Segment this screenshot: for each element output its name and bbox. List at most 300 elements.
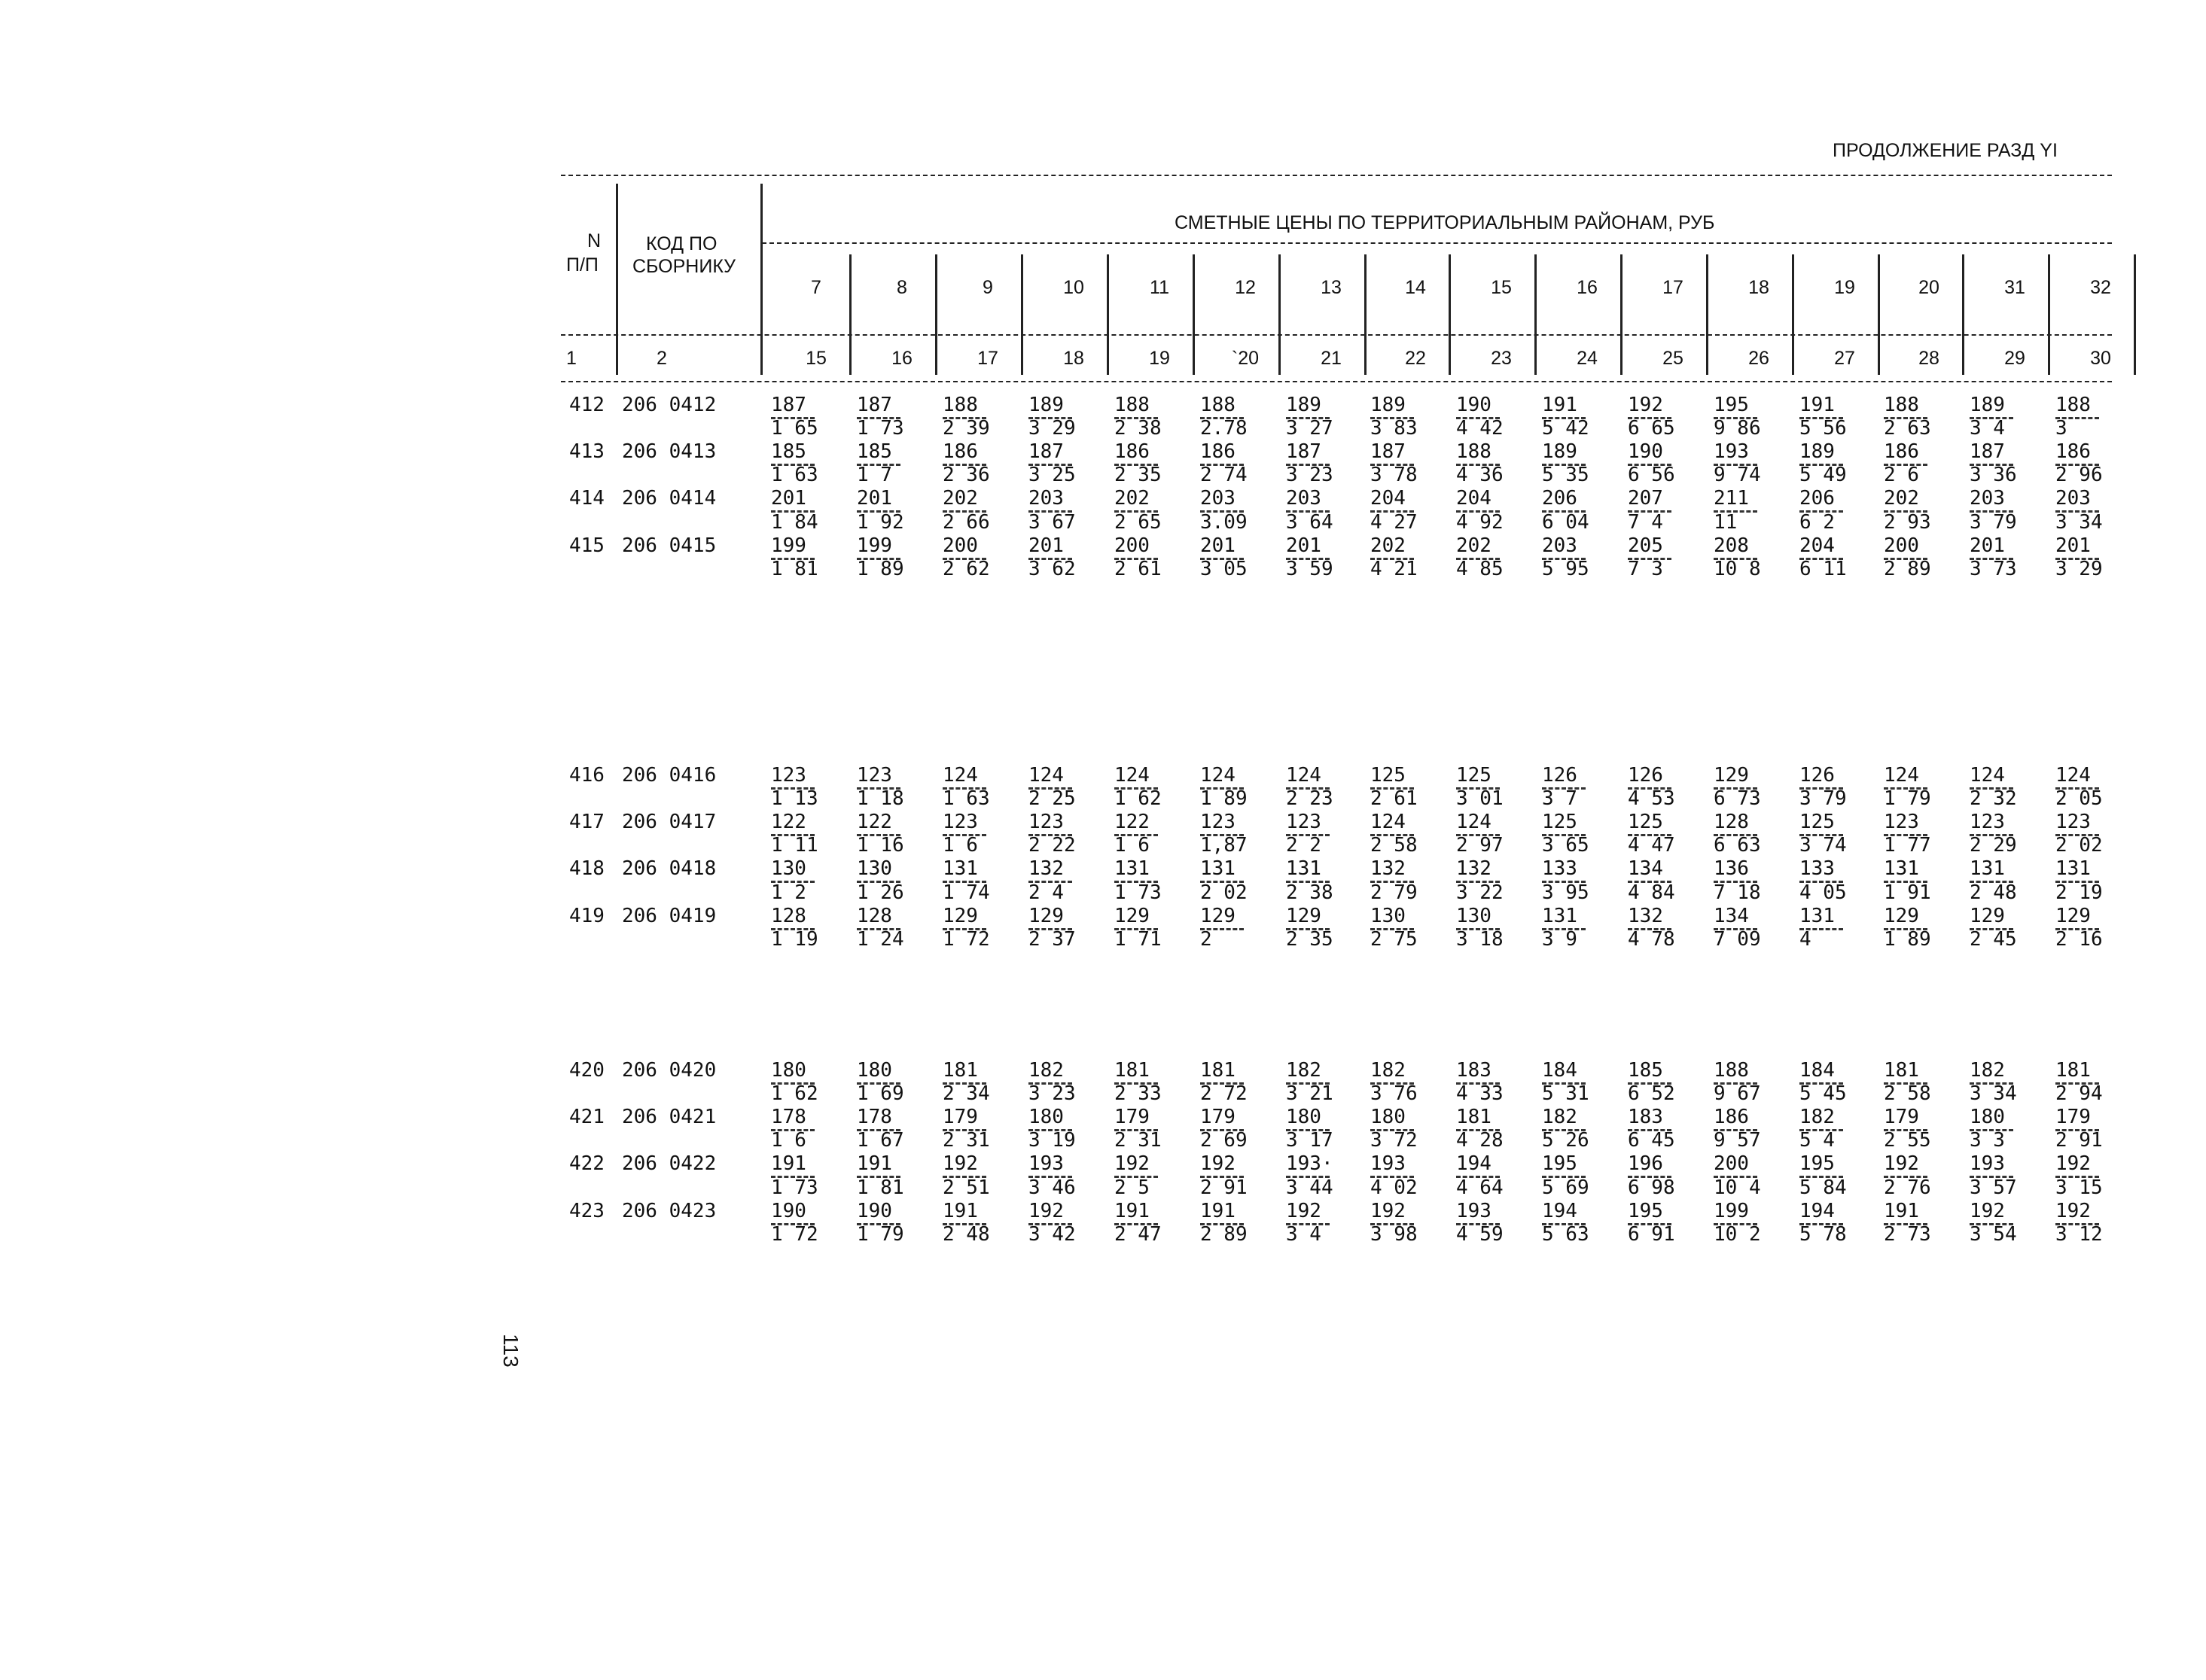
- header-divider-code: [760, 184, 763, 375]
- price-cell: 186: [943, 440, 978, 464]
- price-cell: 3 27: [1286, 417, 1333, 440]
- price-cell: 130: [1456, 904, 1491, 927]
- price-cell: 178: [857, 1106, 892, 1129]
- price-cell: 202: [943, 487, 978, 510]
- price-cell: 201: [1970, 534, 2005, 557]
- price-cell: 9 86: [1714, 417, 1761, 440]
- price-cell: 11: [1714, 510, 1738, 534]
- price-cell: 3 67: [1028, 510, 1076, 534]
- price-cell: 207: [1628, 487, 1663, 510]
- price-cell: 2 5: [1114, 1176, 1150, 1199]
- colnum-21: 21: [1321, 348, 1342, 369]
- row-number: 419: [569, 904, 605, 927]
- price-cell: 3 59: [1286, 557, 1333, 580]
- district-11: 11: [1150, 277, 1169, 298]
- district-divider: [1962, 254, 1964, 375]
- colnum-29: 29: [2004, 348, 2025, 369]
- price-cell: 190: [1628, 440, 1663, 464]
- colnum-19: 19: [1149, 348, 1170, 369]
- price-cell: 189: [1028, 394, 1064, 416]
- price-cell: 2 97: [1456, 834, 1504, 857]
- price-cell: 10 4: [1714, 1176, 1761, 1199]
- price-cell: 194: [1456, 1152, 1491, 1176]
- price-cell: 186: [1114, 440, 1150, 464]
- price-cell: 191: [1114, 1199, 1150, 1222]
- row-number: 414: [569, 487, 605, 510]
- price-cell: 186: [1200, 440, 1236, 464]
- price-cell: 192: [1114, 1152, 1150, 1176]
- price-cell: 3 05: [1200, 557, 1248, 580]
- price-cell: 3 57: [1970, 1176, 2017, 1199]
- price-cell: 3 73: [1970, 557, 2017, 580]
- price-cell: 122: [771, 811, 806, 834]
- district-20: 20: [1918, 277, 1939, 298]
- price-cell: 3: [2055, 417, 2067, 440]
- price-cell: 1 71: [1114, 927, 1162, 951]
- row-number: 420: [569, 1059, 605, 1082]
- price-cell: 4 27: [1370, 510, 1418, 534]
- price-cell: 131: [1970, 857, 2005, 881]
- price-cell: 123: [943, 811, 978, 834]
- price-cell: 201: [857, 487, 892, 510]
- price-cell: 2 93: [1884, 510, 1931, 534]
- price-cell: 3 36: [1970, 464, 2017, 487]
- price-cell: 2 33: [1114, 1082, 1162, 1106]
- price-cell: 3 83: [1370, 417, 1418, 440]
- price-cell: 192: [2055, 1199, 2091, 1222]
- colnum-23: 23: [1491, 348, 1512, 369]
- row-code: 206 0419: [622, 904, 717, 927]
- price-cell: 1 2: [771, 881, 806, 904]
- price-cell: 2 62: [943, 557, 990, 580]
- district-divider: [1534, 254, 1537, 375]
- price-cell: 2 02: [1200, 881, 1248, 904]
- price-cell: 2 94: [2055, 1082, 2103, 1106]
- price-cell: 193: [1370, 1152, 1406, 1176]
- price-cell: 191: [857, 1152, 892, 1176]
- price-cell: 2 48: [943, 1222, 990, 1246]
- price-cell: 2 25: [1028, 787, 1076, 811]
- price-cell: 126: [1799, 764, 1835, 787]
- price-cell: 179: [2055, 1106, 2091, 1129]
- prices-subrule: [762, 242, 2112, 244]
- price-cell: 190: [1456, 394, 1491, 416]
- price-cell: 3 78: [1370, 464, 1418, 487]
- price-cell: 129: [1114, 904, 1150, 927]
- price-cell: 179: [943, 1106, 978, 1129]
- price-cell: 4 84: [1628, 881, 1675, 904]
- price-cell: 188: [1714, 1059, 1749, 1082]
- price-cell: 3 4: [1286, 1222, 1321, 1246]
- price-cell: 3 44: [1286, 1176, 1333, 1199]
- price-cell: 124: [1028, 764, 1064, 787]
- price-cell: 183: [1456, 1059, 1491, 1082]
- price-cell: 189: [1799, 440, 1835, 464]
- price-cell: 203: [1286, 487, 1321, 510]
- price-cell: 10 2: [1714, 1222, 1761, 1246]
- price-cell: 201: [771, 487, 806, 510]
- price-cell: 2 65: [1114, 510, 1162, 534]
- price-cell: 4 85: [1456, 557, 1504, 580]
- price-cell: 2 05: [2055, 787, 2103, 811]
- price-cell: 190: [771, 1199, 806, 1222]
- district-divider: [2048, 254, 2050, 375]
- price-cell: 194: [1799, 1199, 1835, 1222]
- price-cell: 188: [1884, 394, 1919, 416]
- price-cell: 4 78: [1628, 927, 1675, 951]
- price-cell: 2 69: [1200, 1129, 1248, 1152]
- price-cell: 129: [943, 904, 978, 927]
- price-cell: 6 52: [1628, 1082, 1675, 1106]
- colnum-22: 22: [1405, 348, 1426, 369]
- row-code: 206 0417: [622, 811, 717, 834]
- price-cell: 184: [1542, 1059, 1577, 1082]
- price-cell: 184: [1799, 1059, 1835, 1082]
- district-7: 7: [811, 277, 821, 298]
- price-cell: 2 63: [1884, 417, 1931, 440]
- colnum-24: 24: [1577, 348, 1598, 369]
- district-10: 10: [1063, 277, 1084, 298]
- price-cell: 182: [1028, 1059, 1064, 1082]
- price-cell: 179: [1114, 1106, 1150, 1129]
- district-16: 16: [1577, 277, 1598, 298]
- price-cell: 4 64: [1456, 1176, 1504, 1199]
- price-cell: 195: [1799, 1152, 1835, 1176]
- price-cell: 188: [943, 394, 978, 416]
- price-cell: 182: [1286, 1059, 1321, 1082]
- price-cell: 1 13: [771, 787, 818, 811]
- price-cell: 191: [943, 1199, 978, 1222]
- price-cell: 3 23: [1286, 464, 1333, 487]
- price-cell: 187: [1370, 440, 1406, 464]
- price-cell: 187: [1028, 440, 1064, 464]
- price-cell: 125: [1370, 764, 1406, 787]
- price-cell: 1 18: [857, 787, 904, 811]
- price-cell: 1 92: [857, 510, 904, 534]
- price-cell: 185: [857, 440, 892, 464]
- price-cell: 4 59: [1456, 1222, 1504, 1246]
- price-cell: 131: [1799, 904, 1835, 927]
- price-cell: 180: [1286, 1106, 1321, 1129]
- colnum-18: 18: [1063, 348, 1084, 369]
- row-code: 206 0423: [622, 1199, 717, 1222]
- price-cell: 5 56: [1799, 417, 1847, 440]
- price-cell: 1 19: [771, 927, 818, 951]
- row-number: 413: [569, 440, 605, 464]
- price-cell: 129: [1884, 904, 1919, 927]
- price-cell: 3 65: [1542, 834, 1589, 857]
- price-cell: 202: [1456, 534, 1491, 557]
- price-cell: 1 81: [771, 557, 818, 580]
- price-cell: 6 91: [1628, 1222, 1675, 1246]
- price-cell: 131: [1286, 857, 1321, 881]
- district-9: 9: [983, 277, 993, 298]
- price-cell: 192: [1028, 1199, 1064, 1222]
- price-cell: 189: [1286, 394, 1321, 416]
- price-cell: 191: [1799, 394, 1835, 416]
- price-cell: 3 34: [2055, 510, 2103, 534]
- price-cell: 133: [1542, 857, 1577, 881]
- price-cell: 189: [1542, 440, 1577, 464]
- header-divider-n: [616, 184, 618, 375]
- price-cell: 5 26: [1542, 1129, 1589, 1152]
- price-cell: 2 61: [1114, 557, 1162, 580]
- price-cell: 200: [1884, 534, 1919, 557]
- price-cell: 2 38: [1114, 417, 1162, 440]
- price-cell: 3 34: [1970, 1082, 2017, 1106]
- price-cell: 4 05: [1799, 881, 1847, 904]
- colnum-26: 26: [1748, 348, 1769, 369]
- price-cell: 191: [771, 1152, 806, 1176]
- price-cell: 196: [1628, 1152, 1663, 1176]
- district-divider: [1021, 254, 1023, 375]
- price-cell: 194: [1542, 1199, 1577, 1222]
- price-cell: 2 37: [1028, 927, 1076, 951]
- price-cell: 182: [1970, 1059, 2005, 1082]
- price-cell: 180: [1028, 1106, 1064, 1129]
- price-cell: 186: [1714, 1106, 1749, 1129]
- price-cell: 9 74: [1714, 464, 1761, 487]
- colnum-16: 16: [891, 348, 913, 369]
- district-divider: [1278, 254, 1281, 375]
- colnum-17: 17: [977, 348, 998, 369]
- row-number: 422: [569, 1152, 605, 1176]
- price-cell: 5 49: [1799, 464, 1847, 487]
- price-cell: 2 61: [1370, 787, 1418, 811]
- price-cell: 203: [1200, 487, 1236, 510]
- price-cell: 211: [1714, 487, 1749, 510]
- continuation-label: ПРОДОЛЖЕНИЕ РАЗД YI: [1833, 140, 2058, 161]
- price-cell: 193·: [1286, 1152, 1333, 1176]
- price-cell: 2 79: [1370, 881, 1418, 904]
- price-cell: 1 26: [857, 881, 904, 904]
- price-cell: 3 22: [1456, 881, 1504, 904]
- price-cell: 3 15: [2055, 1176, 2103, 1199]
- price-cell: 2 23: [1286, 787, 1333, 811]
- price-cell: 128: [771, 904, 806, 927]
- price-cell: 188: [1200, 394, 1236, 416]
- row-number: 416: [569, 764, 605, 787]
- price-cell: 131: [1114, 857, 1150, 881]
- price-cell: 3 64: [1286, 510, 1333, 534]
- price-cell: 2 55: [1884, 1129, 1931, 1152]
- price-cell: 3 62: [1028, 557, 1076, 580]
- price-cell: 180: [771, 1059, 806, 1082]
- price-cell: 201: [2055, 534, 2091, 557]
- price-cell: 132: [1456, 857, 1491, 881]
- price-cell: 2 29: [1970, 834, 2017, 857]
- price-cell: 123: [1286, 811, 1321, 834]
- price-cell: 4 53: [1628, 787, 1675, 811]
- price-cell: 1 89: [857, 557, 904, 580]
- price-cell: 122: [857, 811, 892, 834]
- price-cell: 179: [1884, 1106, 1919, 1129]
- price-cell: 5 45: [1799, 1082, 1847, 1106]
- price-cell: 131: [943, 857, 978, 881]
- price-cell: 132: [1028, 857, 1064, 881]
- price-cell: 4 33: [1456, 1082, 1504, 1106]
- price-cell: 129: [1028, 904, 1064, 927]
- district-8: 8: [897, 277, 907, 298]
- price-cell: 181: [1456, 1106, 1491, 1129]
- price-cell: 2 74: [1200, 464, 1248, 487]
- price-cell: 185: [1628, 1059, 1663, 1082]
- price-cell: 2 45: [1970, 927, 2017, 951]
- price-cell: 3 74: [1799, 834, 1847, 857]
- price-cell: 5 69: [1542, 1176, 1589, 1199]
- price-cell: 187: [857, 394, 892, 416]
- price-cell: 1 63: [943, 787, 990, 811]
- price-cell: 1 6: [771, 1129, 806, 1152]
- price-cell: 181: [2055, 1059, 2091, 1082]
- price-cell: 192: [1286, 1199, 1321, 1222]
- price-cell: 201: [1028, 534, 1064, 557]
- price-cell: 192: [1370, 1199, 1406, 1222]
- district-18: 18: [1748, 277, 1769, 298]
- price-cell: 1 89: [1200, 787, 1248, 811]
- colnum-1: 1: [566, 348, 577, 369]
- price-cell: 3 54: [1970, 1222, 2017, 1246]
- district-19: 19: [1834, 277, 1855, 298]
- district-divider: [1878, 254, 1880, 375]
- price-cell: 3 95: [1542, 881, 1589, 904]
- price-cell: 129: [2055, 904, 2091, 927]
- row-code: 206 0422: [622, 1152, 717, 1176]
- price-cell: 2 02: [2055, 834, 2103, 857]
- price-cell: 134: [1628, 857, 1663, 881]
- price-cell: 3 18: [1456, 927, 1504, 951]
- price-cell: 1 67: [857, 1129, 904, 1152]
- price-cell: 7 3: [1628, 557, 1663, 580]
- price-cell: 2 75: [1370, 927, 1418, 951]
- price-cell: 123: [2055, 811, 2091, 834]
- price-cell: 10 8: [1714, 557, 1761, 580]
- price-cell: 203: [2055, 487, 2091, 510]
- price-cell: 3 25: [1028, 464, 1076, 487]
- price-cell: 123: [1970, 811, 2005, 834]
- district-divider: [1449, 254, 1451, 375]
- row-code: 206 0420: [622, 1059, 717, 1082]
- table-top-rule: [561, 175, 2112, 176]
- price-cell: 123: [1884, 811, 1919, 834]
- price-cell: 199: [857, 534, 892, 557]
- price-cell: 206: [1542, 487, 1577, 510]
- price-cell: 3 9: [1542, 927, 1577, 951]
- price-cell: 3 42: [1028, 1222, 1076, 1246]
- price-cell: 193: [1456, 1199, 1491, 1222]
- price-cell: 202: [1370, 534, 1406, 557]
- price-cell: 191: [1542, 394, 1577, 416]
- price-cell: 125: [1542, 811, 1577, 834]
- price-cell: 1 62: [1114, 787, 1162, 811]
- prices-title: СМЕТНЫЕ ЦЕНЫ ПО ТЕРРИТОРИАЛЬНЫМ РАЙОНАМ, РУБ: [1175, 212, 1715, 233]
- price-cell: 124: [2055, 764, 2091, 787]
- price-cell: 193: [1714, 440, 1749, 464]
- price-cell: 2 48: [1970, 881, 2017, 904]
- colnum-25: 25: [1662, 348, 1683, 369]
- price-cell: 5 31: [1542, 1082, 1589, 1106]
- price-cell: 5 35: [1542, 464, 1589, 487]
- row-code: 206 0418: [622, 857, 717, 881]
- price-cell: 3 72: [1370, 1129, 1418, 1152]
- price-cell: 2 19: [2055, 881, 2103, 904]
- price-cell: 195: [1628, 1199, 1663, 1222]
- price-cell: 1 63: [771, 464, 818, 487]
- price-cell: 129: [1286, 904, 1321, 927]
- price-cell: 131: [1200, 857, 1236, 881]
- price-cell: 1 16: [857, 834, 904, 857]
- price-cell: 3 21: [1286, 1082, 1333, 1106]
- price-cell: 3 19: [1028, 1129, 1076, 1152]
- price-cell: 201: [1286, 534, 1321, 557]
- price-cell: 204: [1799, 534, 1835, 557]
- price-cell: 188: [2055, 394, 2091, 416]
- price-cell: 2 91: [1200, 1176, 1248, 1199]
- district-divider: [1706, 254, 1708, 375]
- price-cell: 188: [1114, 394, 1150, 416]
- district-15: 15: [1491, 277, 1512, 298]
- price-cell: 200: [1714, 1152, 1749, 1176]
- col-code-label-2: СБОРНИКУ: [632, 256, 736, 277]
- col-pp-label: П/П: [566, 254, 599, 275]
- price-cell: 2 58: [1884, 1082, 1931, 1106]
- price-cell: 1 7: [857, 464, 892, 487]
- header-bottom-rule: [561, 381, 2112, 382]
- price-cell: 191: [1884, 1199, 1919, 1222]
- price-cell: 178: [771, 1106, 806, 1129]
- price-cell: 1 69: [857, 1082, 904, 1106]
- price-cell: 1 89: [1884, 927, 1931, 951]
- price-cell: 180: [1370, 1106, 1406, 1129]
- district-14: 14: [1405, 277, 1426, 298]
- price-cell: 123: [857, 764, 892, 787]
- price-cell: 5 95: [1542, 557, 1589, 580]
- price-cell: 1 91: [1884, 881, 1931, 904]
- price-cell: 128: [857, 904, 892, 927]
- row-code: 206 0416: [622, 764, 717, 787]
- price-cell: 124: [1884, 764, 1919, 787]
- price-cell: 185: [771, 440, 806, 464]
- price-cell: 2 2: [1286, 834, 1321, 857]
- price-cell: 4 42: [1456, 417, 1504, 440]
- price-cell: 182: [1370, 1059, 1406, 1082]
- price-cell: 4 36: [1456, 464, 1504, 487]
- price-cell: 6 98: [1628, 1176, 1675, 1199]
- price-cell: 3 29: [2055, 557, 2103, 580]
- district-17: 17: [1662, 277, 1683, 298]
- price-cell: 187: [771, 394, 806, 416]
- col-n-label: N: [587, 230, 602, 251]
- price-cell: 192: [1884, 1152, 1919, 1176]
- price-cell: 1 72: [943, 927, 990, 951]
- price-cell: 192: [1200, 1152, 1236, 1176]
- price-cell: 131: [2055, 857, 2091, 881]
- price-cell: 3 3: [1970, 1129, 2005, 1152]
- price-cell: 186: [2055, 440, 2091, 464]
- price-cell: 124: [1286, 764, 1321, 787]
- price-cell: 129: [1970, 904, 2005, 927]
- price-cell: 187: [1286, 440, 1321, 464]
- price-cell: 124: [1456, 811, 1491, 834]
- price-cell: 181: [943, 1059, 978, 1082]
- district-divider: [2134, 254, 2136, 375]
- price-cell: 3 79: [1970, 510, 2017, 534]
- price-cell: 183: [1628, 1106, 1663, 1129]
- price-cell: 1 72: [771, 1222, 818, 1246]
- price-cell: 1 79: [1884, 787, 1931, 811]
- district-divider: [849, 254, 852, 375]
- row-number: 415: [569, 534, 605, 557]
